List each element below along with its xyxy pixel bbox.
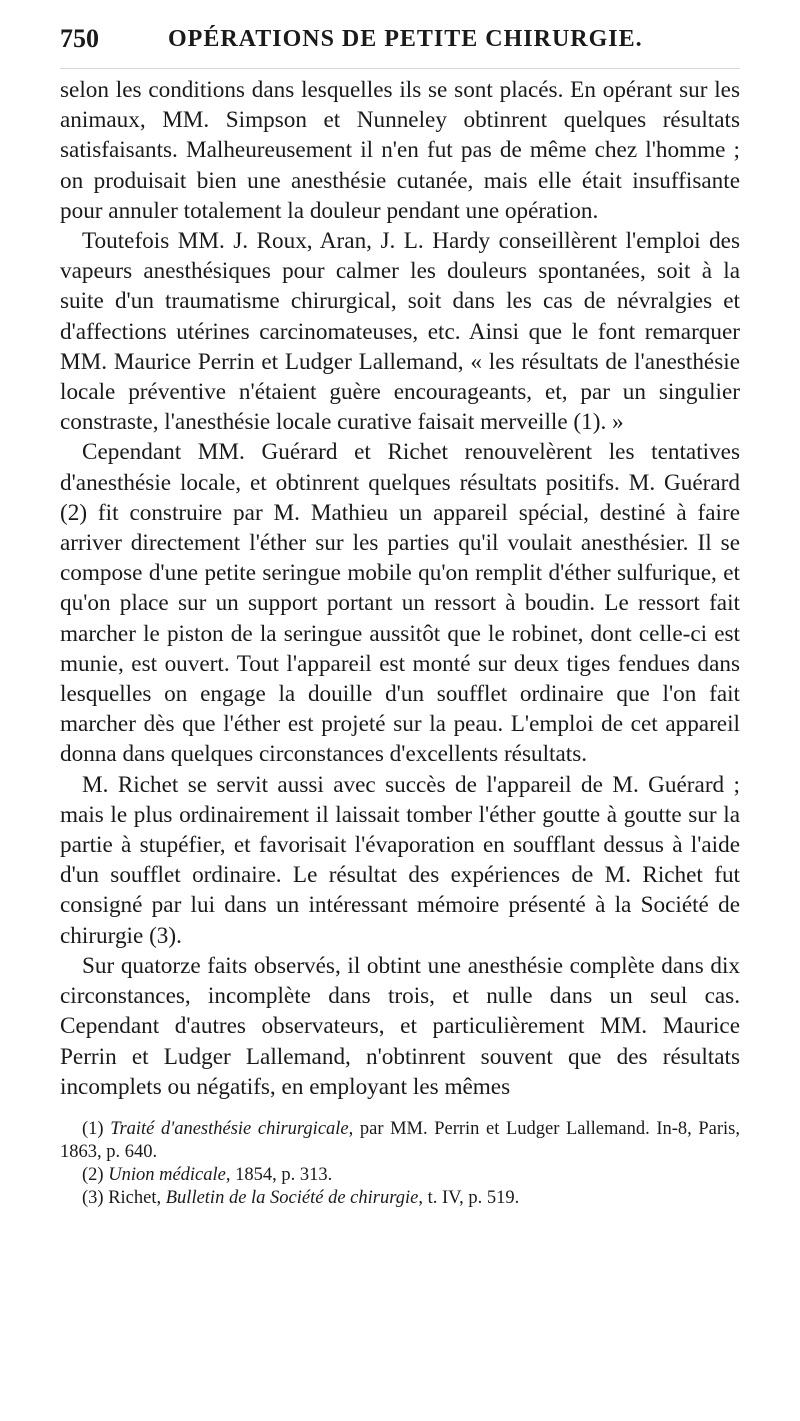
footnote-marker: (3) Richet, [82,1187,162,1208]
footnote-title: Union médicale [108,1164,226,1185]
paragraph: Cependant MM. Guérard et Richet renouvelèrent les tentatives d'anesthésie locale, et obtinrent quelques résultats positifs. M. Guérard (2) fit construire par M. Mathieu un appareil spécial, destiné à faire arriver directement l'éther sur les parties qu'il voulait anesthésier. Il se compose d'une petite seringue mobile qu'on remplit d'éther sulfurique, et qu'on place sur un support portant un ressort à boudin. Le ressort fait marcher le piston de la seringue aussitôt que le robinet, dont celle-ci est munie, est ouvert. Tout l'appareil est monté sur deux tiges fendues dans lesquelles on engage la douille d'un soufflet ordinaire que l'on fait marcher dès que l'éther est projeté sur la peau. L'emploi de cet appareil donna dans quelques circonstances d'excellents résultats. [60,439,740,768]
footnote [60,1187,740,1210]
page-header [60,24,740,69]
paragraph: M. Richet se servit aussi avec succès de l'appareil de M. Guérard ; mais le plus ordinairement il laissait tomber l'éther goutte à goutte sur la partie à stupéfier, et favorisait l'évaporation en soufflant dessus à l'aide d'un soufflet ordinaire. Le résultat des expériences de M. Richet fut consigné par lui dans un intéressant mémoire présenté à la Société de chirurgie (3). [60,771,740,949]
body-text [60,75,740,1102]
footnote-text: , t. IV, p. 519. [418,1187,520,1208]
footnote-title: Bulletin de la Société de chirurgie [165,1187,419,1208]
footnote [60,1164,740,1187]
footnote-title: Traité d'anesthésie chirurgicale [110,1118,349,1139]
running-head: OPÉRATIONS DE PETITE CHIRURGIE. [168,26,643,52]
paragraph: Sur quatorze faits observés, il obtint une anesthésie complète dans dix circonstances, incomplète dans trois, et nulle dans un seul cas. Cependant d'autres observateurs, et particulièrement MM. Maurice Perrin et Ludger Lallemand, n'obtinrent souvent que des résultats incomplets ou négatifs, en employant les mêmes [60,952,740,1100]
footnote-text: , 1854, p. 313. [225,1164,333,1185]
footnote-marker: (2) [82,1164,104,1185]
paragraph: selon les conditions dans lesquelles ils se sont placés. En opérant sur les animaux, MM. Simpson et Nunneley obtinrent quelques résultats satisfaisants. Malheureusement il n'en fut pas de même chez l'homme ; on produisait bien une anesthésie cutanée, mais elle était insuffisante pour annuler totalement la douleur pendant une opération. [60,77,740,224]
footnote-text: , par MM. Perrin et Ludger Lallemand. In-8, Paris, 1863, p. 640. [60,1118,741,1162]
footnotes [60,1118,740,1210]
footnote-marker: (1) [82,1118,104,1139]
paragraph: Toutefois MM. J. Roux, Aran, J. L. Hardy conseillèrent l'emploi des vapeurs anesthésiques pour calmer les douleurs spontanées, soit à la suite d'un traumatisme chirurgical, soit dans les cas de névralgies et d'affections utérines carcinomateuses, etc. Ainsi que le font remarquer MM. Maurice Perrin et Ludger Lallemand, « les résultats de l'anesthésie locale préventive n'étaient guère encourageants, et, par un singulier constraste, l'anesthésie locale curative faisait merveille (1). » [60,228,740,436]
footnote [60,1118,740,1164]
page-number: 750 [60,24,99,53]
